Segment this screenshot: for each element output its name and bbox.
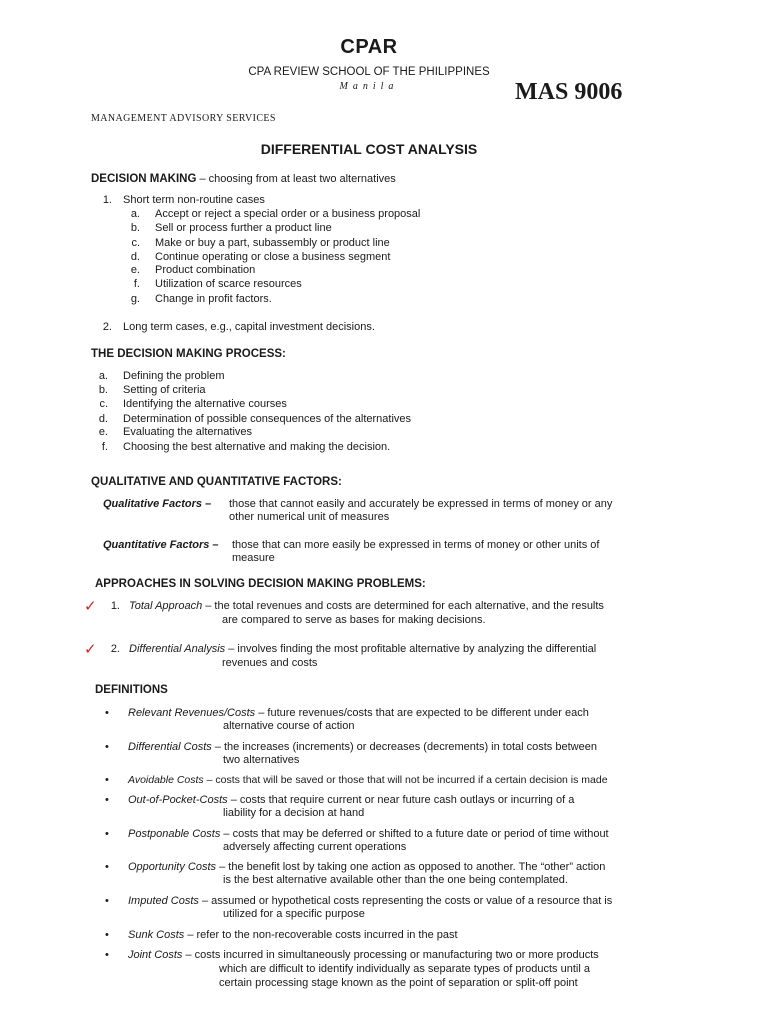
definition-line2: alternative course of action bbox=[223, 720, 355, 732]
list-number: 2. bbox=[102, 321, 112, 333]
definition-line3: certain processing stage known as the point of separation or split-off point bbox=[219, 977, 578, 989]
sub-letter: a. bbox=[130, 208, 140, 220]
definition-line1 bbox=[128, 828, 609, 841]
definition-line1 bbox=[128, 741, 597, 754]
approach-number: 1. bbox=[110, 600, 120, 612]
header-title: CPAR bbox=[340, 36, 398, 58]
approach-line2: revenues and costs bbox=[222, 657, 318, 669]
bullet-icon: • bbox=[105, 828, 109, 840]
definition-line1 bbox=[128, 929, 458, 942]
school-name: CPA REVIEW SCHOOL OF THE PHILIPPINES bbox=[248, 66, 490, 78]
factors-heading: QUALITATIVE AND QUANTITATIVE FACTORS: bbox=[91, 476, 342, 488]
definition-desc: – refer to the non-recoverable costs incurred in the past bbox=[187, 929, 458, 941]
approach-line1 bbox=[129, 643, 596, 656]
definition-term: Differential Costs bbox=[128, 741, 212, 753]
definition-term: Avoidable Costs bbox=[128, 774, 204, 786]
department-label: MANAGEMENT ADVISORY SERVICES bbox=[91, 113, 276, 124]
definition-term: Joint Costs bbox=[128, 949, 183, 961]
sub-item-text: Change in profit factors. bbox=[155, 293, 272, 305]
bullet-icon: • bbox=[105, 895, 109, 907]
sub-letter: f. bbox=[133, 278, 140, 290]
process-letter: d. bbox=[98, 413, 108, 425]
definition-line1 bbox=[128, 861, 605, 874]
sub-item-text: Utilization of scarce resources bbox=[155, 278, 302, 290]
definition-term: Relevant Revenues/Costs bbox=[128, 707, 256, 719]
definition-line1 bbox=[128, 774, 608, 787]
sub-letter: d. bbox=[130, 251, 140, 263]
process-letter: c. bbox=[99, 398, 108, 410]
approach-term: Differential Analysis bbox=[129, 643, 226, 655]
definition-line1 bbox=[128, 895, 612, 908]
bullet-icon: • bbox=[105, 794, 109, 806]
list-number: 1. bbox=[102, 194, 112, 206]
definition-line1 bbox=[128, 707, 589, 720]
approach-number: 2. bbox=[110, 643, 120, 655]
process-heading: THE DECISION MAKING PROCESS: bbox=[91, 348, 286, 360]
sub-item-text: Continue operating or close a business segment bbox=[155, 251, 391, 263]
check-mark-icon: ✓ bbox=[84, 640, 97, 658]
approaches-heading: APPROACHES IN SOLVING DECISION MAKING PROBLEMS: bbox=[95, 578, 426, 590]
decision-making-heading: DECISION MAKING bbox=[91, 173, 197, 185]
definition-line1 bbox=[128, 794, 574, 807]
definition-desc: – costs that require current or near future cash outlays or incurring of a bbox=[230, 794, 575, 806]
bullet-icon: • bbox=[105, 929, 109, 941]
process-item-text: Setting of criteria bbox=[123, 384, 206, 396]
qualitative-desc-line2: other numerical unit of measures bbox=[229, 511, 390, 523]
definition-term: Out-of-Pocket-Costs bbox=[128, 794, 228, 806]
sub-item-text: Product combination bbox=[155, 264, 256, 276]
list-item-text: Short term non-routine cases bbox=[123, 194, 265, 206]
definition-line2: utilized for a specific purpose bbox=[223, 908, 365, 920]
definition-desc: – assumed or hypothetical costs representing the costs or value of a resource that is bbox=[201, 895, 613, 907]
process-item-text: Evaluating the alternatives bbox=[123, 426, 253, 438]
definitions-heading: DEFINITIONS bbox=[95, 684, 168, 696]
bullet-icon: • bbox=[105, 707, 109, 719]
sub-letter: g. bbox=[130, 293, 140, 305]
definition-desc: – costs incurred in simultaneously processing or manufacturing two or more products bbox=[185, 949, 599, 961]
qualitative-term: Qualitative Factors – bbox=[103, 498, 212, 510]
definition-desc: – costs that may be deferred or shifted to a future date or period of time without bbox=[223, 828, 609, 840]
sub-letter: e. bbox=[130, 264, 140, 276]
process-letter: b. bbox=[98, 384, 108, 396]
quantitative-desc-line2: measure bbox=[232, 552, 275, 564]
process-letter: f. bbox=[101, 441, 108, 453]
definition-line2: liability for a decision at hand bbox=[223, 807, 365, 819]
bullet-icon: • bbox=[105, 861, 109, 873]
process-item-text: Choosing the best alternative and making the decision. bbox=[123, 441, 391, 453]
course-code: MAS 9006 bbox=[515, 79, 623, 105]
document-title: DIFFERENTIAL COST ANALYSIS bbox=[260, 141, 478, 157]
approach-desc: – involves finding the most profitable alternative by analyzing the differential bbox=[228, 643, 597, 655]
bullet-icon: • bbox=[105, 949, 109, 961]
qualitative-desc-line1: those that cannot easily and accurately be expressed in terms of money or any bbox=[229, 498, 613, 510]
sub-letter: c. bbox=[131, 237, 140, 249]
sub-letter: b. bbox=[130, 222, 140, 234]
definition-line2: which are difficult to identify individually as separate types of products until a bbox=[219, 963, 590, 975]
definition-desc: – the benefit lost by taking one action as opposed to another. The “other” action bbox=[219, 861, 606, 873]
quantitative-desc-line1: those that can more easily be expressed in terms of money or other units of bbox=[232, 539, 600, 551]
process-letter: a. bbox=[98, 370, 108, 382]
sub-item-text: Accept or reject a special order or a business proposal bbox=[155, 208, 421, 220]
bullet-icon: • bbox=[105, 741, 109, 753]
process-item-text: Identifying the alternative courses bbox=[123, 398, 287, 410]
definition-line2: two alternatives bbox=[223, 754, 300, 766]
quantitative-term: Quantitative Factors – bbox=[103, 539, 219, 551]
definition-line2: is the best alternative available other than the one being contemplated. bbox=[223, 874, 568, 886]
definition-line1 bbox=[128, 949, 599, 962]
decision-making-heading-line bbox=[91, 173, 396, 186]
process-letter: e. bbox=[98, 426, 108, 438]
definition-term: Postponable Costs bbox=[128, 828, 221, 840]
school-city: Manila bbox=[339, 81, 399, 92]
approach-line1 bbox=[129, 600, 604, 613]
list-item-text: Long term cases, e.g., capital investment decisions. bbox=[123, 321, 375, 333]
check-mark-icon: ✓ bbox=[84, 597, 97, 615]
sub-item-text: Sell or process further a product line bbox=[155, 222, 332, 234]
definition-desc: – costs that will be saved or those that will not be incurred if a certain decision is made bbox=[206, 774, 608, 786]
bullet-icon: • bbox=[105, 774, 109, 786]
definition-desc: – the increases (increments) or decreases (decrements) in total costs between bbox=[214, 741, 597, 753]
definition-term: Sunk Costs bbox=[128, 929, 185, 941]
definition-desc: – future revenues/costs that are expected to be different under each bbox=[258, 707, 589, 719]
approach-line2: are compared to serve as bases for making decisions. bbox=[222, 614, 486, 626]
definition-line2: adversely affecting current operations bbox=[223, 841, 407, 853]
definition-term: Imputed Costs bbox=[128, 895, 199, 907]
sub-item-text: Make or buy a part, subassembly or product line bbox=[155, 237, 390, 249]
process-item-text: Determination of possible consequences of the alternatives bbox=[123, 413, 412, 425]
definition-term: Opportunity Costs bbox=[128, 861, 217, 873]
approach-term: Total Approach bbox=[129, 600, 203, 612]
approach-desc: – the total revenues and costs are determined for each alternative, and the results bbox=[205, 600, 604, 612]
decision-making-desc: – choosing from at least two alternatives bbox=[199, 173, 396, 185]
process-item-text: Defining the problem bbox=[123, 370, 225, 382]
